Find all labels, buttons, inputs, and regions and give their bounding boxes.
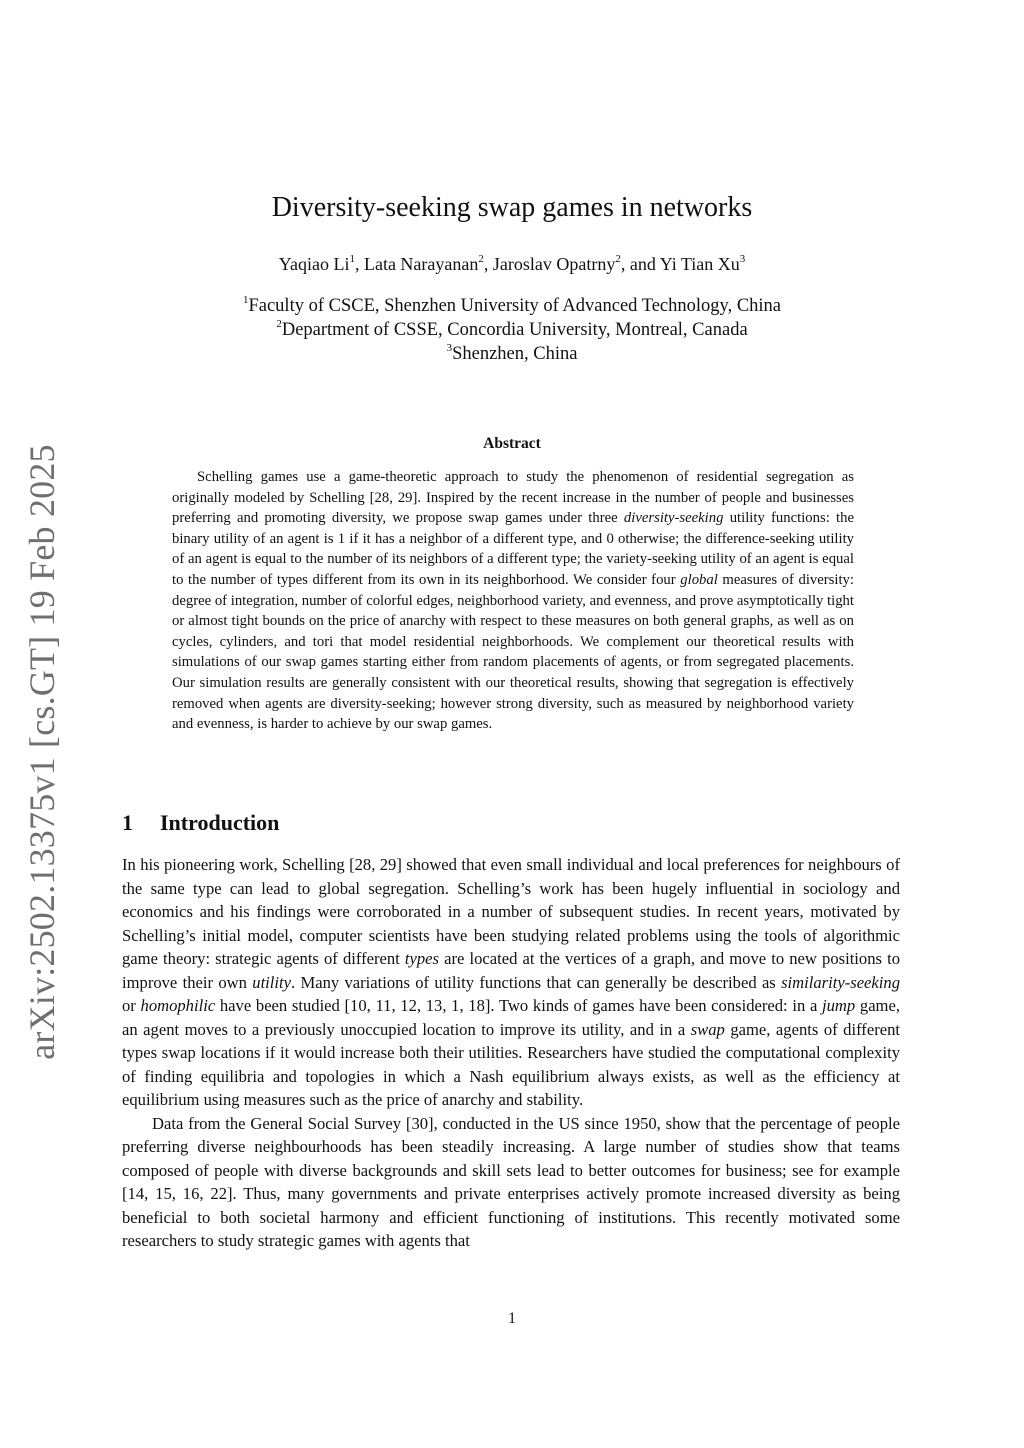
author-list: [0, 252, 1024, 276]
author-separator: , and: [620, 254, 660, 274]
abstract-segment: measures of diversity: degree of integration, number of colorful edges, neighborhood variety, and evenness, and prove asymptotically tight or almost tight bounds on the price of anarchy with respect to these measures on both general graphs, as well as on cycles, cylinders, and tori that model residential neighborhoods. We complement our theoretical results with simulations of our swap games starting either from random placements of agents, or from segregated placements. Our simulation results are generally consistent with our theoretical results, showing that segregation is effectively removed when agents are diversity-seeking; however strong diversity, such as measured by neighborhood variety and evenness, is harder to achieve by our swap games.: [172, 571, 854, 733]
affiliation-mark: 3: [446, 341, 453, 354]
abstract-emphasis: global: [680, 571, 718, 588]
author-affiliation-mark: 2: [615, 253, 621, 265]
intro-segment: game, agents of different types swap locations if it would increase both their utilities. Researchers have studied the computational complexity of finding equilibria and topologies in which a Nash equilibrium always exists, as well as the efficiency at equilibrium using measures such as the price of anarchy and stability.: [122, 1019, 900, 1109]
affiliation-list: [0, 294, 1024, 366]
intro-emphasis: similarity-seeking: [781, 972, 900, 992]
author-affiliation-mark: 1: [349, 253, 355, 265]
affiliation-text: Department of CSSE, Concordia University, Montreal, Canada: [281, 320, 748, 340]
affiliation-text: Faculty of CSCE, Shenzhen University of Advanced Technology, China: [248, 296, 782, 316]
intro-segment: . Many variations of utility functions that can generally be described as: [290, 972, 782, 992]
affiliation-mark: 2: [276, 317, 282, 330]
abstract-segment: utility functions: the binary utility of an agent is 1 if it has a neighbor of a different type, and 0 otherwise; the difference-seeking utility of an agent is equal to the number of its neighbors of a different type; the variety-seeking utility of an agent is equal to the number of types different from its own in its neighborhood. We consider four: [172, 510, 854, 588]
abstract-heading: Abstract: [483, 435, 541, 452]
paper-title: Diversity-seeking swap games in networks: [271, 192, 753, 223]
intro-paragraph: [122, 853, 900, 1112]
author-name: Lata Narayanan: [363, 254, 479, 274]
section-number: 1: [122, 810, 133, 835]
intro-emphasis: swap: [690, 1019, 725, 1039]
intro-segment: or: [122, 996, 141, 1015]
intro-emphasis: homophilic: [140, 996, 216, 1015]
author-affiliation-mark: 2: [478, 253, 484, 265]
intro-emphasis: utility: [252, 972, 291, 992]
affiliation-line: [0, 318, 1024, 342]
intro-emphasis: jump: [822, 996, 856, 1015]
intro-segment: have been studied [10, 11, 12, 13, 1, 18]. Two kinds of games have been considered: in a: [215, 996, 823, 1015]
affiliation-line: [0, 342, 1024, 366]
abstract-segment: Schelling games use a game-theoretic approach to study the phenomenon of residential segregation as originally modeled by Schelling [28, 29]. Inspired by the recent increase in the number of people and businesses preferring and promoting diversity, we propose swap games under three: [172, 469, 854, 527]
intro-segment: game, an agent moves to a previously unoccupied location to improve its utility, and in a: [122, 996, 900, 1039]
abstract-emphasis: diversity-seeking: [623, 510, 724, 527]
author-separator: ,: [483, 254, 493, 274]
author-name: Yaqiao Li: [278, 254, 350, 274]
author-name: Yi Tian Xu: [659, 254, 740, 274]
intro-segment: In his pioneering work, Schelling [28, 29] showed that even small individual and local preferences for neighbours of the same type can lead to global segregation. Schelling’s work has been hugely influential in sociology and economics and his findings were corroborated in a number of subsequent studies. In recent years, motivated by Schelling’s initial model, computer scientists have been studying related problems using the tools of algorithmic game theory: strategic agents of different: [122, 855, 900, 968]
affiliation-mark: 1: [242, 293, 249, 306]
intro-segment: are located at the vertices of a graph, and move to new positions to improve their own: [122, 949, 900, 992]
author-name: Jaroslav Opatrny: [492, 254, 616, 274]
intro-paragraph: Data from the General Social Survey [30], conducted in the US since 1950, show that the percentage of people preferring diverse neighbourhoods has been steadily increasing. A large number of studies show that teams composed of people with diverse backgrounds and skill sets lead to better outcomes for business; see for example [14, 15, 16, 22]. Thus, many governments and private enterprises actively promote increased diversity as being beneficial to both societal harmony and efficient functioning of institutions. This recently motivated some researchers to study strategic games with agents that: [122, 1113, 900, 1250]
author-affiliation-mark: 3: [739, 253, 746, 265]
affiliation-line: [0, 294, 1024, 318]
intro-emphasis: types: [404, 949, 439, 968]
section-heading-introduction: [122, 809, 279, 837]
affiliation-text: Shenzhen, China: [452, 344, 578, 364]
abstract-text: [172, 467, 854, 735]
author-separator: ,: [354, 254, 364, 274]
section-title: Introduction: [160, 810, 280, 835]
introduction-body: [122, 853, 900, 1253]
arxiv-identifier: arXiv:2502.13375v1 [cs.GT] 19 Feb 2025: [22, 444, 62, 1060]
arxiv-side-stamp: [22, 444, 62, 1060]
page-number: 1: [508, 1310, 516, 1327]
